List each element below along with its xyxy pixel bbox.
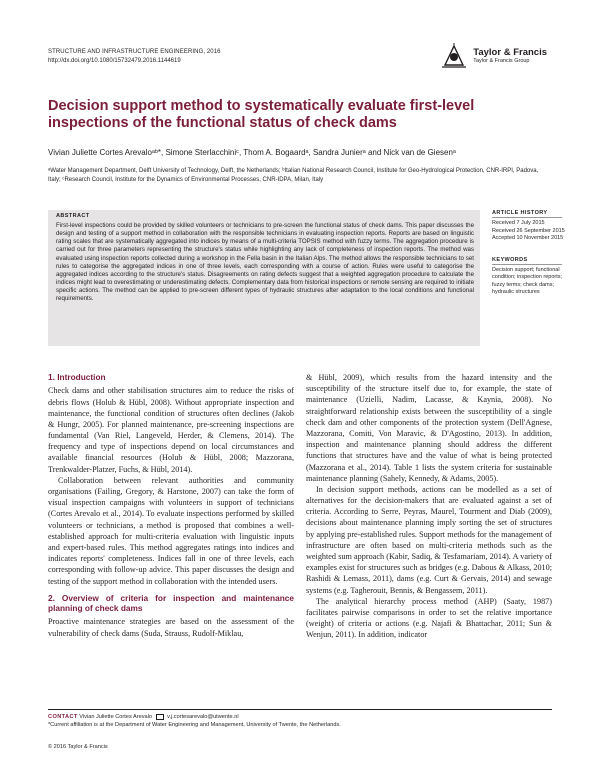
paragraph: The analytical hierarchy process method (AHP) (Saaty, 1987) facilitates pairwise comparisons in order to set the relative importance (weight) of criteria or actions (e.g. Najafi & Bhattachar, 2011; Sun & Wenjun, 2011). In addition, indicator	[306, 596, 552, 640]
affiliations: ᵃWater Management Department, Delft University of Technology, Delft, the Netherlands; ᵇItalian National Research Council, Institute for Geo-Hydrological Protection, CNR-IRPI, Padova, Italy; ᶜResearch Council, Institute for the Dynamics of Environmental Processes, CNR-IDPA, Milan, Italy	[48, 168, 539, 183]
contact-line	[48, 713, 552, 721]
email-icon	[156, 714, 164, 720]
publisher-group: Taylor & Francis Group	[473, 58, 530, 65]
article-history-label: ARTICLE HISTORY	[492, 210, 562, 218]
doi-link[interactable]: http://dx.doi.org/10.1080/15732479.2016.1144619	[48, 58, 181, 64]
section-heading-overview: 2. Overview of criteria for inspection and maintenance planning of check dams	[48, 592, 294, 614]
abstract-text: First-level inspections could be provided by skilled volunteers or technicians to pre-screen the functional status of check dams. This paper discusses the design and testing of a support method in collaboration with the responsible technicians in evaluating inspection reports. Reports are based on linguistic rating scales that are systematically aggregated into indices by means of a multi-criteria TOPSIS method with fuzzy terms. The aggregation procedure is carried out for three parameters representing the structure's status while highlighting any lack of completeness of inspection reports. The method was evaluated using inspection reports collected during a workshop in the Fella basin in the Italian Alps. The method allows the responsible technicians to set rules to categorise the aggregated indices in one of three levels, each corresponding with a course of action. Rules were useful to categorise the aggregated indices according to the structure's status. Disagreements on rating defects suggest that a weighted aggregation procedure to calculate the indices might lead to overestimating or underestimating defects. Complementary data from historical inspections or remote sensing are required to initiate specific actions. The method can be applied to pre-screen different types of hydraulic structures after adaptation to the local conditions and functional requirements.	[56, 222, 474, 303]
contact-email[interactable]: v.j.cortesarevalo@utwente.nl	[167, 714, 239, 720]
paragraph: In decision support methods, actions can be modelled as a set of alternatives for the decision-makers that are evaluated against a set of criteria. According to Serre, Peyras, Maurel, Tourment and Diab (2009), decisions about maintenance planning imply sorting the set of structures by applying pre-established rules. Support methods for the management of infrastructure are often based on multi-criteria methods such as the weighted sum approach (Kabir, Sadiq, & Tesfamariam, 2014). A variety of examples exist for structures such as bridges (e.g. Dabous & Alkass, 2010; Rashidi & Lemass, 2011), dams (e.g. Curt & Gervais, 2014) and sewage systems (e.g. Tagherouit, Bennis, & Bengassem, 2011).	[306, 484, 552, 595]
article-title: Decision support method to systematically evaluate first-level inspections of the functional status of check dams	[48, 98, 475, 131]
publisher-name: Taylor & Francis	[473, 46, 547, 58]
current-affiliation-note: *Current affiliation is at the Department of Water Engineering and Management, University of Twente, the Netherlands.	[48, 722, 341, 729]
publisher-emblem-icon	[439, 43, 469, 69]
paragraph: & Hübl, 2009), which results from the hazard intensity and the susceptibility of the structure itself due to, for example, the state of maintenance (Uzielli, Nadim, Lacasse, & Kaynia, 2008). No straightforward relationship exists between the susceptibility of a single check dam and other components of the protection system (Dell'Agnese, Mazzorana, Comiti, Von Maravic, & D'Agostino, 2013). In addition, inspection and maintenance planning should address the different functions that structures have and the value of what is being protected (Mazzorana et al., 2014). Table 1 lists the system criteria for sustainable maintenance planning (Sahely, Kennedy, & Adams, 2005).	[306, 373, 552, 483]
keywords-label: KEYWORDS	[492, 257, 562, 265]
copyright-notice: © 2016 Taylor & Francis	[48, 744, 108, 750]
contact-name: Vivian Juliette Cortes Arevalo	[79, 714, 152, 720]
abstract-label: ABSTRACT	[56, 213, 90, 219]
footer-divider	[48, 709, 552, 710]
journal-name: STRUCTURE AND INFRASTRUCTURE ENGINEERING, 2016	[48, 49, 221, 55]
body-column-left	[48, 372, 294, 639]
accepted-date: Accepted 10 November 2015	[492, 235, 564, 242]
keywords-text: Decision support; functional condition; inspection reports; fuzzy terms; check dams; hydraulic structures	[492, 266, 563, 296]
paragraph: Collaboration between relevant authorities and community organisations (Failing, Gregory, & Harstone, 2007) can take the form of visual inspection campaigns with volunteers in support of technicians (Cortes Arevalo et al., 2014). To evaluate inspections performed by skilled volunteers or technicians, a method is proposed that combines a well-established approach for multi-criteria evaluation with linguistic inputs and expert-based rules. This method aggregates ratings into indices and indicates reports' completeness. Indices fall in one of three levels, each corresponding with follow-up advice. This paper discusses the design and testing of the support method in collaboration with the intended users.	[48, 475, 294, 586]
section-heading-introduction: 1. Introduction	[48, 372, 106, 382]
paragraph: Check dams and other stabilisation structures aim to reduce the risks of debris flows (Holub & Hübl, 2008). Without appropriate inspection and maintenance, the functional condition of structures often declines (Jakob & Hungr, 2005). For planned maintenance, pre-screening inspections are fundamental (Van Riel, Langeveld, Herder, & Clemens, 2014). The frequency and type of inspections depend on local circumstances and available financial resources (Holub & Hübl, 2008; Mazzorana, Trenkwalder-Platzer, Fuchs, & Hübl, 2014).	[48, 386, 294, 474]
paragraph: Proactive maintenance strategies are based on the assessment of the vulnerability of check dams (Suda, Strauss, Rudolf-Miklau,	[48, 617, 294, 638]
revised-date: Received 26 September 2015	[492, 227, 565, 234]
body-column-right	[306, 372, 552, 641]
footnote-area	[48, 713, 552, 730]
received-date: Received 7 July 2015	[492, 220, 545, 226]
contact-label: CONTACT	[48, 714, 78, 720]
abstract-box	[48, 210, 480, 346]
publisher-logo[interactable]	[439, 43, 547, 69]
author-list: Vivian Juliette Cortes Arevaloᵃᵇ*, Simone Sterlacchiniᶜ, Thom A. Bogaardᵃ, Sandra Junierᵃ and Nick van de Giesenᵃ	[48, 148, 456, 157]
article-sidebar	[492, 210, 565, 297]
